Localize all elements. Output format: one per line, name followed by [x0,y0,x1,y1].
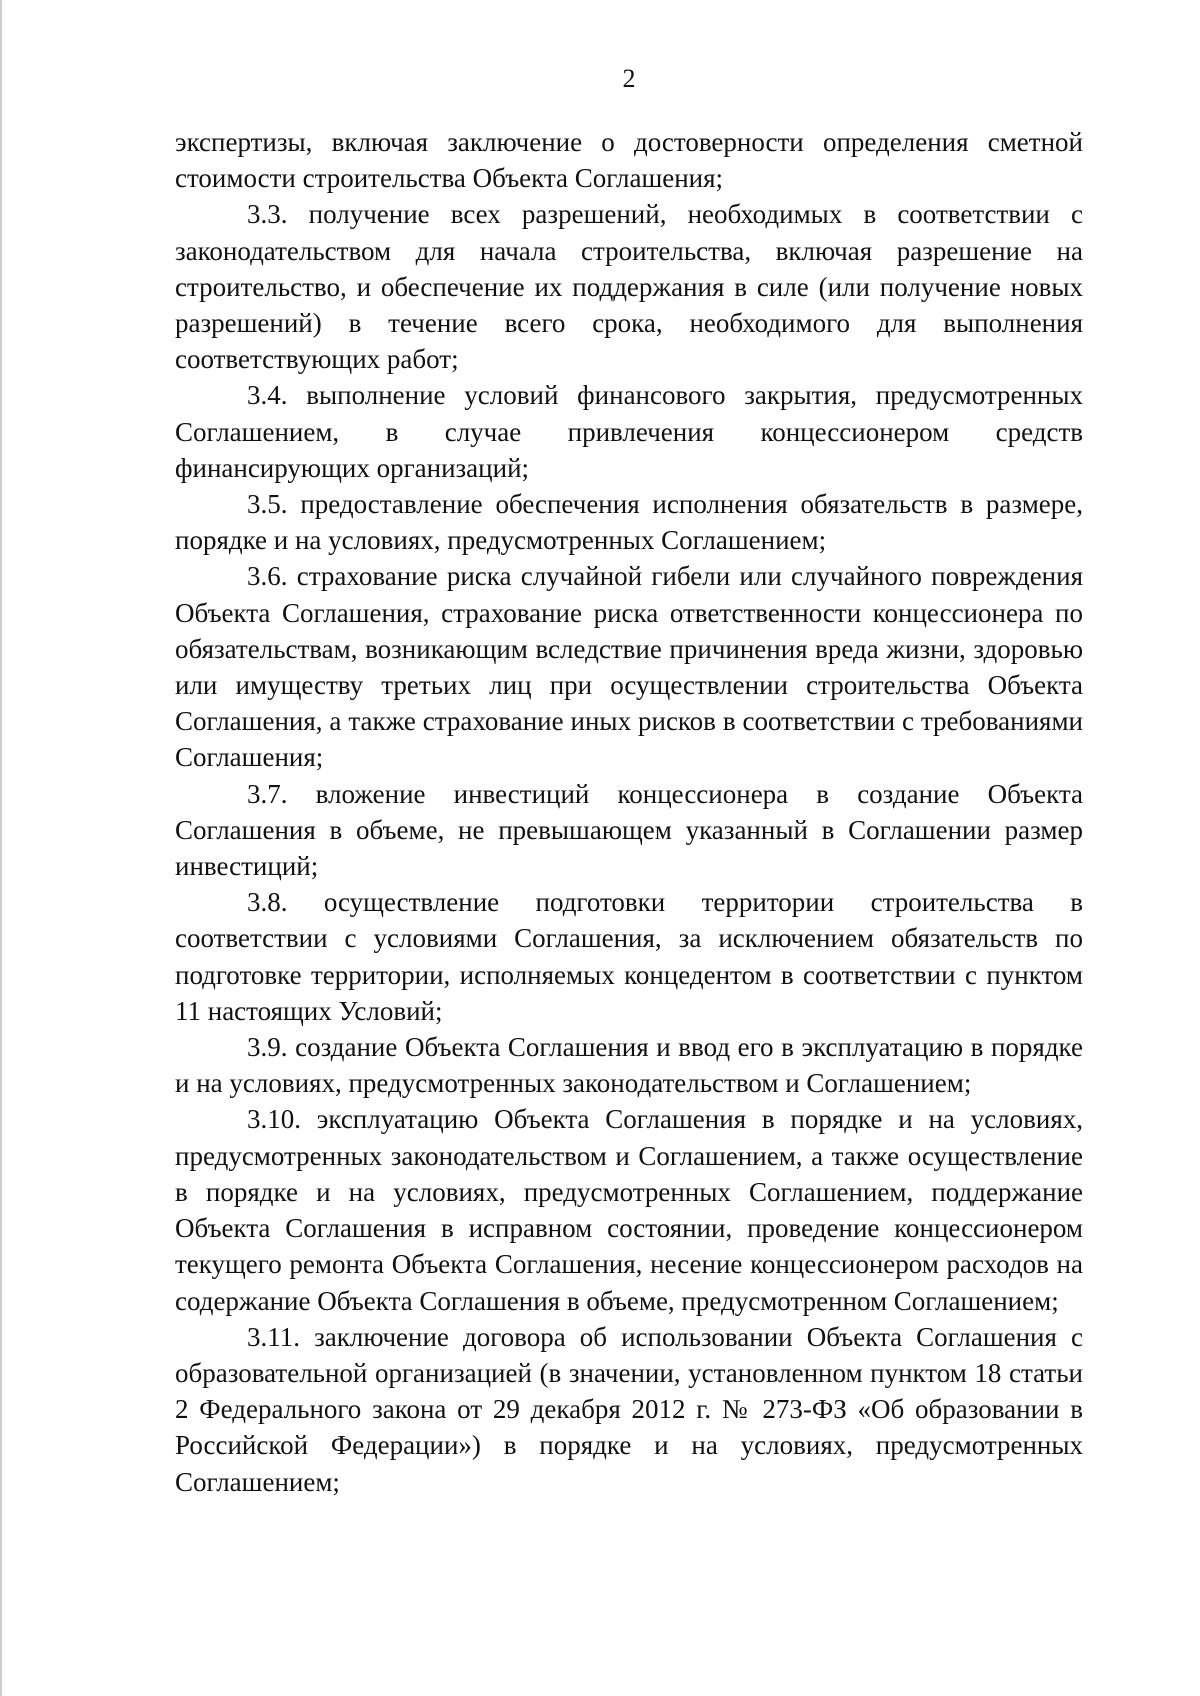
paragraph-3-4: 3.4. выполнение условий финансового закрытия, предусмотренных Соглашением, в случае привлечения концессионером средств финансирующих организаций; [175,380,1083,483]
paragraph-3-8: 3.8. осуществление подготовки территории строительства в соответствии с условиями Соглашения, за исключением обязательств по подготовке территории, исполняемых концедентом в соответствии с пунктом 11 настоящих Условий; [175,887,1083,1026]
document-body [175,124,1083,1500]
paragraph-3-6: 3.6. страхование риска случайной гибели или случайного повреждения Объекта Соглашения, страхование риска ответственности концессионера по обязательствам, возникающим вследствие причинения вреда жизни, здоровью или имуществу третьих лиц при осуществлении строительства Объекта Соглашения, а также страхование иных рисков в соответствии с требованиями Соглашения; [175,561,1083,773]
paragraph-3-5: 3.5. предоставление обеспечения исполнения обязательств в размере, порядке и на условиях, предусмотренных Соглашением; [175,489,1083,556]
paragraph-continuation: экспертизы, включая заключение о достоверности определения сметной стоимости строительства Объекта Соглашения; [175,127,1083,194]
paragraph-3-11: 3.11. заключение договора об использовании Объекта Соглашения с образовательной организацией (в значении, установленном пунктом 18 статьи 2 Федерального закона от 29 декабря 2012 г. № 273-ФЗ «Об образовании в Российской Федерации») в порядке и на условиях, предусмотренных Соглашением; [175,1321,1083,1497]
page-number: 2 [622,64,636,93]
paragraph-3-3: 3.3. получение всех разрешений, необходимых в соответствии с законодательством для начала строительства, включая разрешение на строительство, и обеспечение их поддержания в силе (или получение новых разрешений) в течение всего срока, необходимого для выполнения соответствующих работ; [175,199,1083,375]
paragraph-3-9: 3.9. создание Объекта Соглашения и ввод его в эксплуатацию в порядке и на условиях, предусмотренных законодательством и Соглашением; [175,1032,1083,1099]
paragraph-3-10: 3.10. эксплуатацию Объекта Соглашения в порядке и на условиях, предусмотренных законодательством и Соглашением, а также осуществление в порядке и на условиях, предусмотренных Соглашением, поддержание Объекта Соглашения в исправном состоянии, проведение концессионером текущего ремонта Объекта Соглашения, несение концессионером расходов на содержание Объекта Соглашения в объеме, предусмотренном Соглашением; [175,1104,1083,1316]
paragraph-3-7: 3.7. вложение инвестиций концессионера в создание Объекта Соглашения в объеме, не превышающем указанный в Соглашении размер инвестиций; [175,778,1083,882]
